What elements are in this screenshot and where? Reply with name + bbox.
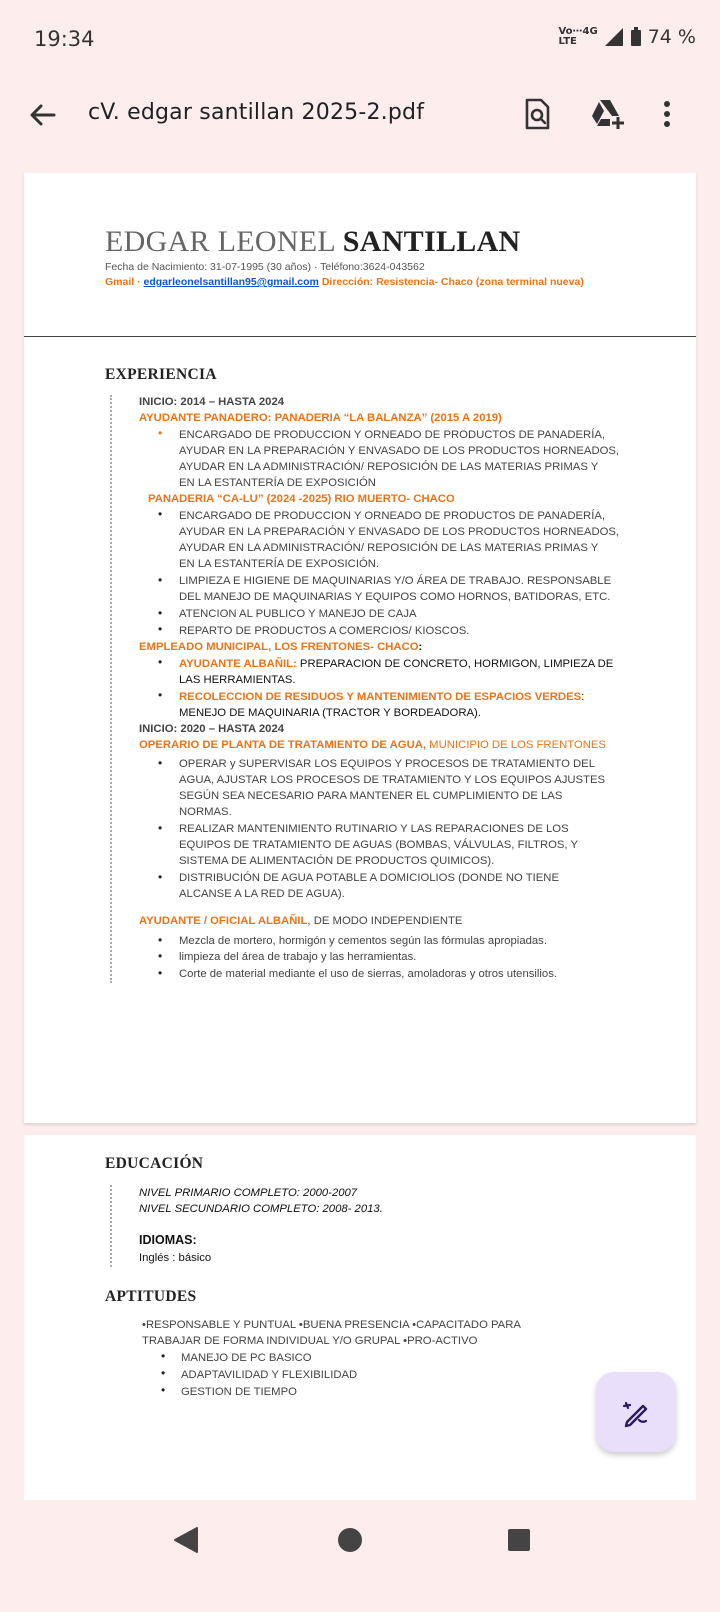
job-detail: Mezcla de mortero, hormigón y cementos según las fórmulas apropiadas.	[179, 935, 547, 947]
job-detail: DISTRIBUCIÓN DE AGUA POTABLE A DOMICIOLIOS (DONDE NO TIENE	[179, 872, 559, 884]
job-detail: limpieza del área de trabajo y las herramientas.	[179, 951, 417, 963]
battery-icon	[630, 27, 642, 47]
aptitude-item: •RESPONSABLE Y PUNTUAL •BUENA PRESENCIA •CAPACITADO PARA	[142, 1319, 521, 1331]
bullet: •	[158, 622, 163, 636]
job-detail: AYUDAR EN LA PREPARACIÓN Y ENVASADO DE LOS PRODUCTOS HORNEADOS,	[179, 526, 620, 538]
pdf-page-2[interactable]	[24, 1135, 696, 1555]
job-detail: Corte de material mediante el uso de sierras, amoladoras y otros utensilios.	[179, 968, 557, 980]
document-title: cV. edgar santillan 2025-2.pdf	[88, 100, 425, 125]
job-detail: OPERAR y SUPERVISAR LOS EQUIPOS Y PROCESOS DE TRATAMIENTO DEL	[179, 758, 596, 770]
languages-heading: IDIOMAS:	[139, 1233, 197, 1247]
job-detail: LIMPIEZA E HIGIENE DE MAQUINARIAS Y/O ÁREA DE TRABAJO. RESPONSABLE	[179, 575, 612, 587]
job-detail: ALCANSE A LA RED DE AGUA).	[179, 888, 345, 900]
more-options-button[interactable]	[648, 95, 686, 133]
job-detail: ENCARGADO DE PRODUCCION Y ORNEADO DE PRODUCTOS DE PANADERÍA,	[179, 510, 606, 522]
bullet: •	[158, 949, 163, 963]
section-line	[110, 395, 112, 983]
status-bar	[0, 0, 720, 80]
bullet: •	[161, 1383, 166, 1397]
job-detail: SISTEMA DE ALIMENTACIÓN DE PRODUCTOS QUIMICOS).	[179, 855, 495, 867]
bullet: •	[158, 573, 163, 587]
job-detail: LAS HERRAMIENTAS.	[179, 674, 296, 686]
job-title: OPERARIO DE PLANTA DE TRATAMIENTO DE AGUA, MUNICIPIO DE LOS FRENTONES	[139, 739, 606, 751]
job-detail: REALIZAR MANTENIMIENTO RUTINARIO Y LAS REPARACIONES DE LOS	[179, 823, 569, 835]
system-nav-bar	[0, 1500, 720, 1612]
back-arrow-icon	[24, 96, 62, 134]
add-to-drive-button[interactable]	[588, 95, 626, 133]
job-detail: EN LA ESTANTERÍA DE EXPOSICIÓN	[179, 477, 376, 489]
bullet: •	[161, 1349, 166, 1363]
job-detail: EQUIPOS DE TRATAMIENTO DE AGUAS (BOMBAS, VÁLVULAS, FILTROS, Y	[179, 839, 579, 851]
divider	[24, 336, 696, 337]
job-detail: NORMAS.	[179, 806, 232, 818]
job-detail: SEGÚN SEA NECESARIO PARA MANTENER EL CUMPLIMIENTO DE LAS	[179, 790, 563, 802]
status-time: 19:34	[34, 27, 95, 51]
pdf-page-1[interactable]	[24, 173, 696, 1123]
recents-square-icon	[499, 1520, 539, 1560]
experience-start: INICIO: 2020 – HASTA 2024	[139, 723, 285, 735]
bullet: •	[158, 606, 163, 620]
contact-info: Fecha de Nacimiento: 31-07-1995 (30 años) · Teléfono:3624-043562	[105, 261, 425, 273]
education-item: NIVEL SECUNDARIO COMPLETO: 2008- 2013.	[139, 1203, 383, 1215]
job-detail: AYUDAR EN LA PREPARACIÓN Y ENVASADO DE LOS PRODUCTOS HORNEADOS,	[179, 445, 620, 457]
resume-name: EDGAR LEONEL SANTILLAN	[105, 225, 521, 258]
aptitude-item: MANEJO DE PC BASICO	[181, 1352, 312, 1364]
edit-sparkle-icon	[619, 1395, 653, 1429]
bullet: •	[158, 933, 163, 947]
job-detail: REPARTO DE PRODUCTOS A COMERCIOS/ KIOSCOS.	[179, 625, 470, 637]
job-detail: AYUDAR EN LA ADMINISTRACIÓN/ REPOSICIÓN DE LAS MATERIAS PRIMAS Y	[179, 461, 599, 473]
battery-percent: 74 %	[647, 26, 696, 48]
job-detail: ATENCION AL PUBLICO Y MANEJO DE CAJA	[179, 608, 417, 620]
job-detail: AYUDANTE ALBAÑIL: PREPARACION DE CONCRETO, HORMIGON, LIMPIEZA DE	[179, 658, 614, 670]
home-circle-icon	[330, 1520, 370, 1560]
aptitudes-heading: APTITUDES	[105, 1288, 197, 1305]
edit-fab-button[interactable]	[596, 1372, 676, 1452]
job-detail: MENEJO DE MAQUINARIA (TRACTOR Y BORDEADORA).	[179, 707, 481, 719]
drive-add-icon	[588, 95, 626, 133]
experience-heading: EXPERIENCIA	[105, 366, 217, 383]
email-link[interactable]: edgarleonelsantillan95@gmail.com	[143, 276, 319, 288]
languages-value: Inglés : básico	[139, 1252, 212, 1264]
bullet: •	[158, 756, 163, 770]
more-vert-icon	[648, 95, 686, 133]
bullet: •	[158, 821, 163, 835]
aptitude-item: TRABAJAR DE FORMA INDIVIDUAL Y/O GRUPAL •PRO-ACTIVO	[142, 1335, 478, 1347]
section-line	[110, 1185, 112, 1267]
signal-icon	[604, 27, 624, 47]
bullet: •	[161, 1366, 166, 1380]
job-detail: AGUA, AJUSTAR LOS PROCESOS DE TRATAMIENTO Y LOS EQUIPOS AJUSTES	[179, 774, 606, 786]
job-title: PANADERIA “CA-LU” (2024 -2025) RIO MUERTO- CHACO	[148, 493, 455, 505]
job-detail: AYUDAR EN LA ADMINISTRACIÓN/ REPOSICIÓN DE LAS MATERIAS PRIMAS Y	[179, 542, 599, 554]
job-title: EMPLEADO MUNICIPAL, LOS FRENTONES- CHACO:	[139, 641, 423, 653]
bullet: •	[158, 870, 163, 884]
bullet: •	[158, 688, 163, 702]
education-item: NIVEL PRIMARIO COMPLETO: 2000-2007	[139, 1187, 358, 1199]
find-in-document-button[interactable]	[518, 95, 556, 133]
search-document-icon	[518, 95, 556, 133]
network-indicator: Vo⋯4G LTE	[558, 26, 598, 47]
job-detail: DEL MANEJO DE MAQUINARIAS Y EQUIPOS COMO HORNOS, BATIDORAS, ETC.	[179, 591, 611, 603]
app-bar	[0, 80, 720, 150]
nav-recents-button[interactable]	[499, 1520, 539, 1560]
contact-email-address: Gmail · edgarleonelsantillan95@gmail.com Dirección: Resistencia- Chaco (zona terminal nueva)	[105, 276, 584, 288]
job-detail: RECOLECCION DE RESIDUOS Y MANTENIMIENTO DE ESPACIOS VERDES:	[179, 691, 585, 703]
job-detail: ENCARGADO DE PRODUCCION Y ORNEADO DE PRODUCTOS DE PANADERÍA,	[179, 429, 606, 441]
nav-home-button[interactable]	[330, 1520, 370, 1560]
job-title: AYUDANTE / OFICIAL ALBAÑIL, DE MODO INDEPENDIENTE	[139, 915, 463, 927]
bullet: •	[158, 966, 163, 980]
bullet: •	[158, 426, 163, 440]
experience-start: INICIO: 2014 – HASTA 2024	[139, 396, 285, 408]
back-button[interactable]	[24, 96, 62, 134]
bullet: •	[158, 507, 163, 521]
aptitude-item: ADAPTAVILIDAD Y FLEXIBILIDAD	[181, 1369, 358, 1381]
education-heading: EDUCACIÓN	[105, 1155, 204, 1172]
bullet: •	[158, 655, 163, 669]
status-icons	[558, 26, 696, 48]
aptitude-item: GESTION DE TIEMPO	[181, 1386, 297, 1398]
job-detail: EN LA ESTANTERÍA DE EXPOSICIÓN.	[179, 558, 380, 570]
back-triangle-icon	[167, 1520, 207, 1560]
job-title: AYUDANTE PANADERO: PANADERIA “LA BALANZA” (2015 A 2019)	[139, 412, 502, 424]
nav-back-button[interactable]	[167, 1520, 207, 1560]
